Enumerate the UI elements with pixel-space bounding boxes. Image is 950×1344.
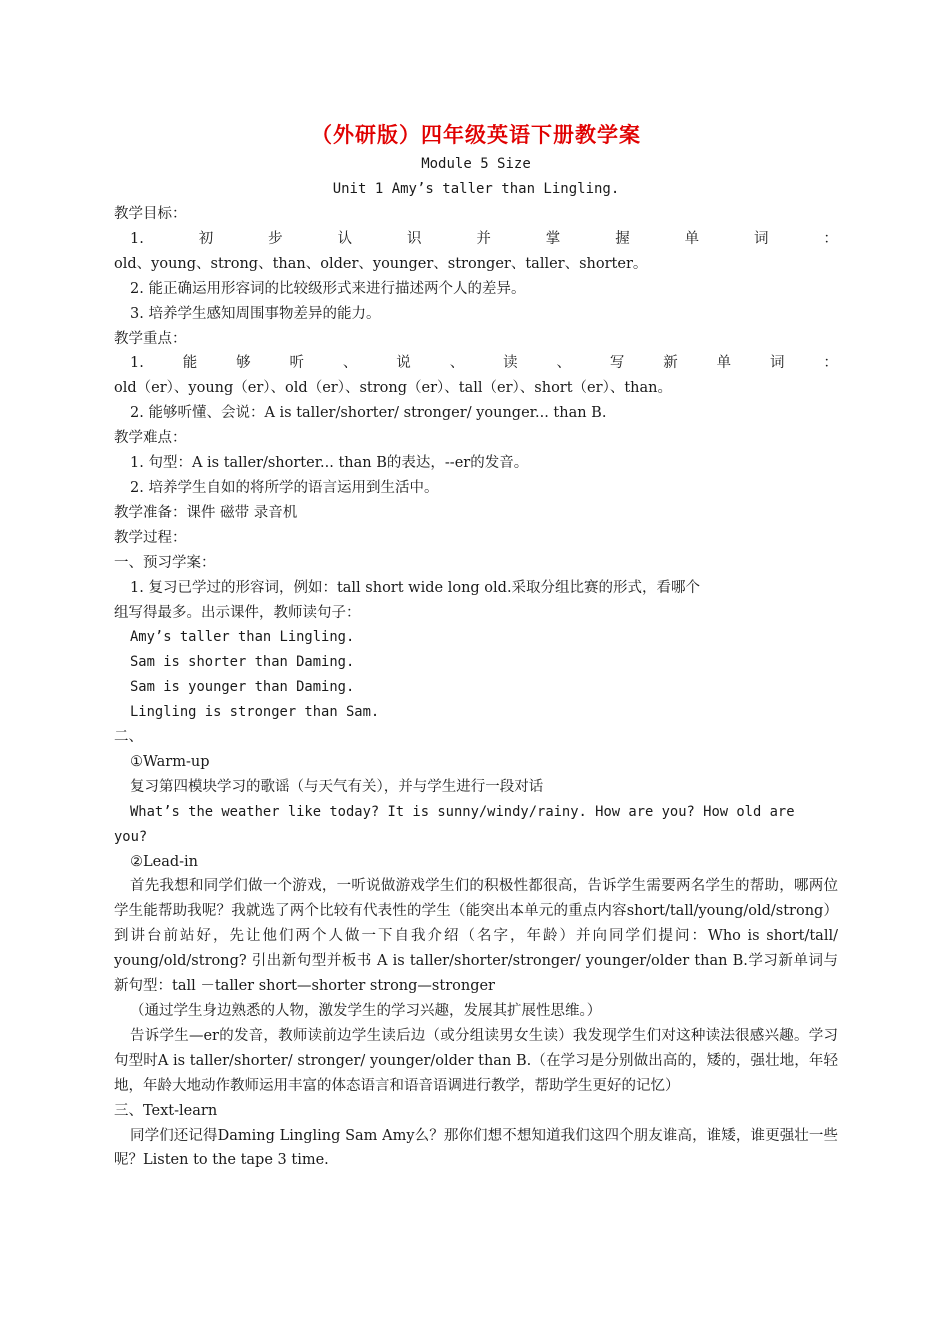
- justified-char: 写: [609, 355, 625, 372]
- module-title: Module 5 Size: [421, 156, 531, 172]
- justified-char: 能: [182, 355, 198, 372]
- leadin-paragraph-1: 首先我想和同学们做一个游戏，一听说做游戏学生们的积极性都很高，告诉学生需要两名学生的帮助，哪两位学生能帮助我呢？我就选了两个比较有代表性的学生（能突出本单元的重点内容short/tall/young/old/strong）到讲台前站好，先让他们两个人做一下自我介绍（名字，年龄）并向同学们提问：Who is short/tall/ young/old/strong? 引出新句型并板书 A is taller/shorter/stronger/ younger/older than B.学习新单词与新句型：tall －taller short—shorter strong—stronger: [114, 878, 838, 995]
- justified-char: 掌: [545, 230, 561, 247]
- warmup-text: 复习第四模块学习的歌谣（与天气有关），并与学生进行一段对话: [130, 778, 544, 795]
- goals-heading: 教学目标：: [114, 206, 187, 222]
- section-3-paragraph: 同学们还记得Daming Lingling Sam Amy么？那你们想不想知道我们这四个朋友谁高，谁矮，谁更强壮一些呢？Listen to the tape 3 time.: [114, 1127, 838, 1169]
- warmup-heading: ①Warm-up: [130, 753, 210, 770]
- justified-char: 识: [406, 230, 422, 247]
- justified-char: 、: [449, 355, 465, 372]
- justified-char: 步: [268, 230, 283, 247]
- key-point-2: 2. 能够听懂、会说：A is taller/shorter/ stronger/ younger... than B.: [130, 405, 607, 422]
- justified-char: 并: [476, 230, 491, 247]
- justified-char: 、: [342, 355, 358, 372]
- justified-char: 1.: [130, 230, 144, 247]
- justified-char: 单: [716, 355, 732, 372]
- document-page: [114, 118, 838, 1173]
- example-sentence-2: Sam is shorter than Daming.: [130, 654, 355, 671]
- justified-char: 说: [396, 355, 411, 372]
- justified-char: 认: [337, 230, 353, 247]
- example-sentence-4: Lingling is stronger than Sam.: [130, 704, 380, 721]
- warmup-dialog-line-2: you?: [114, 828, 148, 845]
- goal-1-words: old、young、strong、than、older、younger、stronger、taller、shorter。: [114, 255, 648, 272]
- example-sentence-3: Sam is younger than Daming.: [130, 679, 355, 696]
- justified-char: 听: [289, 355, 305, 372]
- warmup-dialog-line-1: What’s the weather like today? It is sunny/windy/rainy. How are you? How old are: [130, 803, 795, 820]
- justified-char: 1.: [130, 355, 144, 372]
- justified-char: ：: [823, 355, 838, 372]
- unit-title: Unit 1 Amy’s taller than Lingling.: [332, 181, 620, 197]
- key-point-1-line: [114, 351, 838, 376]
- leadin-heading: ②Lead-in: [130, 853, 199, 870]
- justified-char: 初: [198, 230, 214, 247]
- leadin-note: （通过学生身边熟悉的人物，激发学生的学习兴趣，发展其扩展性思维。）: [130, 1003, 602, 1019]
- difficulty-2: 2. 培养学生自如的将所学的语言运用到生活中。: [130, 479, 439, 496]
- example-sentence-1: Amy’s taller than Lingling.: [130, 629, 355, 646]
- justified-char: 词: [770, 355, 785, 372]
- section-3-heading: 三、Text-learn: [114, 1102, 218, 1119]
- difficulty-1: 1. 句型：A is taller/shorter... than B的表达，--er的发音。: [130, 455, 529, 472]
- goal-1-line: [114, 227, 838, 252]
- goal-3: 3. 培养学生感知周围事物差异的能力。: [130, 305, 381, 322]
- difficulties-heading: 教学难点：: [114, 430, 187, 447]
- justified-char: 词: [754, 230, 769, 247]
- key-point-1-words: old（er）、young（er）、old（er）、strong（er）、tall（er）、short（er）、than。: [114, 380, 672, 397]
- section-1-heading: 一、预习学案：: [114, 554, 216, 571]
- justified-char: ：: [823, 230, 838, 247]
- section-1-line-2: 组写得最多。出示课件，教师读句子：: [114, 604, 361, 621]
- section-1-line-1: 1. 复习已学过的形容词，例如：tall short wide long old.采取分组比赛的形式，看哪个: [130, 579, 701, 596]
- leadin-paragraph-2: 告诉学生—er的发音，教师读前边学生读后边（或分组读男女生读）我发现学生们对这种读法很感兴趣。学习句型时A is taller/shorter/ stronger/ younger/older than B.（在学习是分别做出高的，矮的，强壮地，年轻地，年龄大地动作教师运用丰富的体态语言和语音语调进行教学，帮助学生更好的记忆）: [114, 1027, 838, 1094]
- justified-char: 读: [503, 355, 518, 372]
- justified-char: 新: [663, 355, 678, 372]
- justified-char: 够: [236, 355, 251, 372]
- justified-char: 单: [684, 230, 700, 247]
- section-2-heading: 二、: [114, 729, 143, 746]
- justified-char: 、: [556, 355, 571, 372]
- preparation: 教学准备：课件 磁带 录音机: [114, 504, 298, 521]
- document-title: （外研版）四年级英语下册教学案: [311, 122, 641, 147]
- process-heading: 教学过程：: [114, 529, 187, 546]
- goal-2: 2. 能正确运用形容词的比较级形式来进行描述两个人的差异。: [130, 280, 526, 297]
- justified-char: 握: [615, 230, 630, 247]
- key-points-heading: 教学重点：: [114, 330, 187, 347]
